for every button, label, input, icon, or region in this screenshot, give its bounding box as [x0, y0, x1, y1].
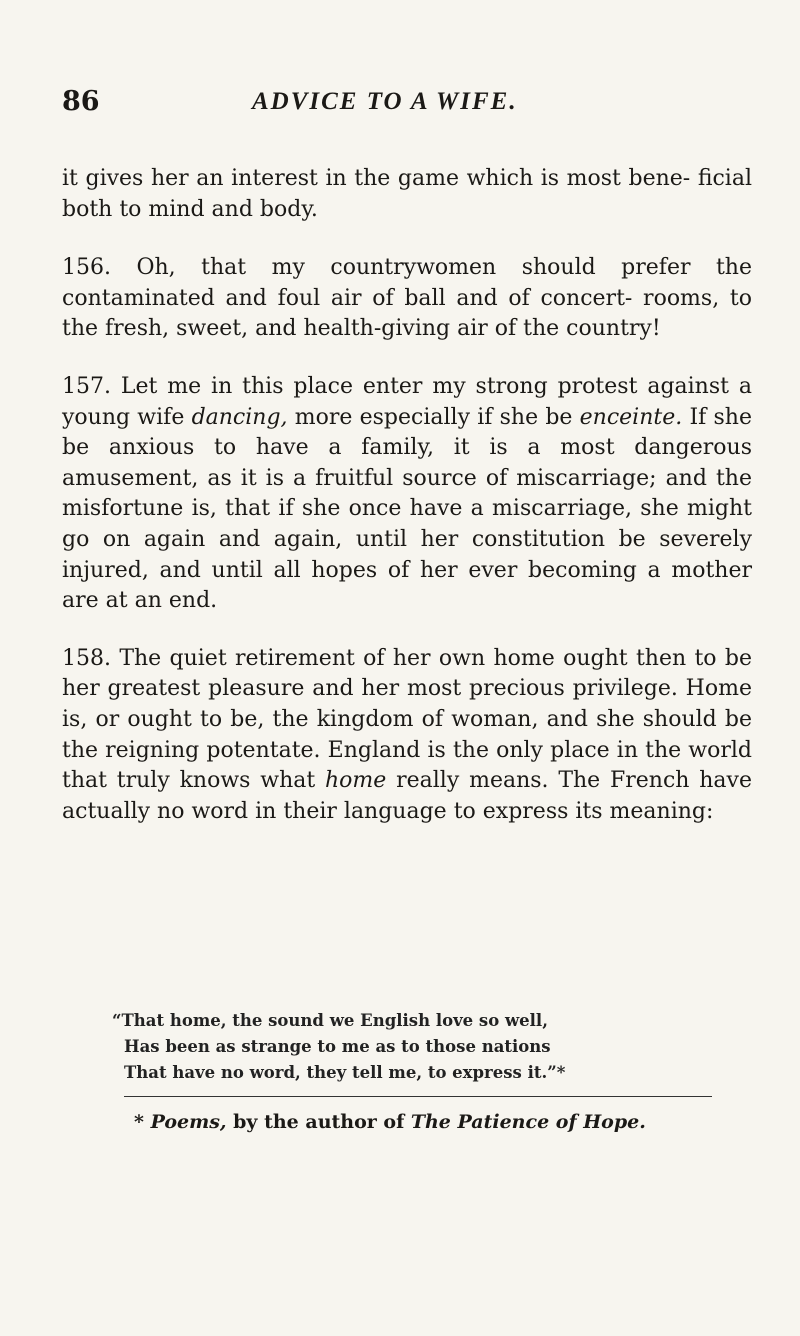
paragraph-text: The quiet retirement of her own home ought then to be her greatest pleasure and her most precious privilege. Home is, or ought to be, the kingdom of woman, and she should be the reigning potentate. England is the only place in the world that truly knows what — [62, 645, 752, 794]
paragraph-text: If she be anxious to have a family, it is a most dangerous amusement, as it is a fruitful source of miscarriage; and the misfortune is, that if she once have a miscarriage, she might go on again and again, until her constitution be severely injured, and until all hopes of her ever becoming a mother are at an end. — [62, 404, 752, 614]
italic-text: enceinte. — [579, 404, 683, 430]
running-title: ADVICE TO A WIFE. — [252, 88, 518, 115]
page-header — [62, 86, 762, 126]
footnote — [134, 1111, 646, 1133]
verse-line: “That home, the sound we English love so well, — [112, 1011, 548, 1030]
paragraph-text: Let me in this place enter my strong protest against a young wife — [62, 373, 752, 430]
paragraph-text: really means. The French have actually no word in their language to express its meaning: — [62, 768, 752, 824]
paragraph — [62, 164, 752, 225]
paragraph-number: 157. — [62, 373, 111, 399]
verse-line: That have no word, they tell me, to express it.”* — [124, 1063, 566, 1082]
verse-line: Has been as strange to me as to those nations — [124, 1037, 551, 1056]
footnote-text: by the author of — [226, 1111, 411, 1133]
verse-quotation — [112, 1008, 565, 1086]
paragraph-text: more especially if she be — [287, 404, 580, 430]
footnote-marker: * — [134, 1111, 151, 1133]
paragraph-158 — [62, 644, 752, 828]
paragraph-number: 158. — [62, 645, 111, 671]
italic-text: dancing, — [191, 404, 288, 430]
paragraph-number: 156. — [62, 255, 111, 281]
paragraph-156 — [62, 253, 752, 345]
paragraph-text: Oh, that my countrywomen should prefer the contaminated and foul air of ball and of concert- rooms, to the fresh, sweet, and health-giving air of the country! — [62, 255, 752, 342]
page-number: 86 — [62, 86, 100, 117]
footnote-rule — [124, 1096, 712, 1097]
footnote-title: Poems, — [150, 1111, 227, 1133]
body-text — [62, 164, 752, 839]
paragraph-text: it gives her an interest in the game which is most bene- ficial both to mind and body. — [62, 166, 752, 222]
paragraph-157 — [62, 372, 752, 617]
italic-text: home — [325, 768, 387, 794]
footnote-work: The Patience of Hope. — [410, 1111, 646, 1133]
